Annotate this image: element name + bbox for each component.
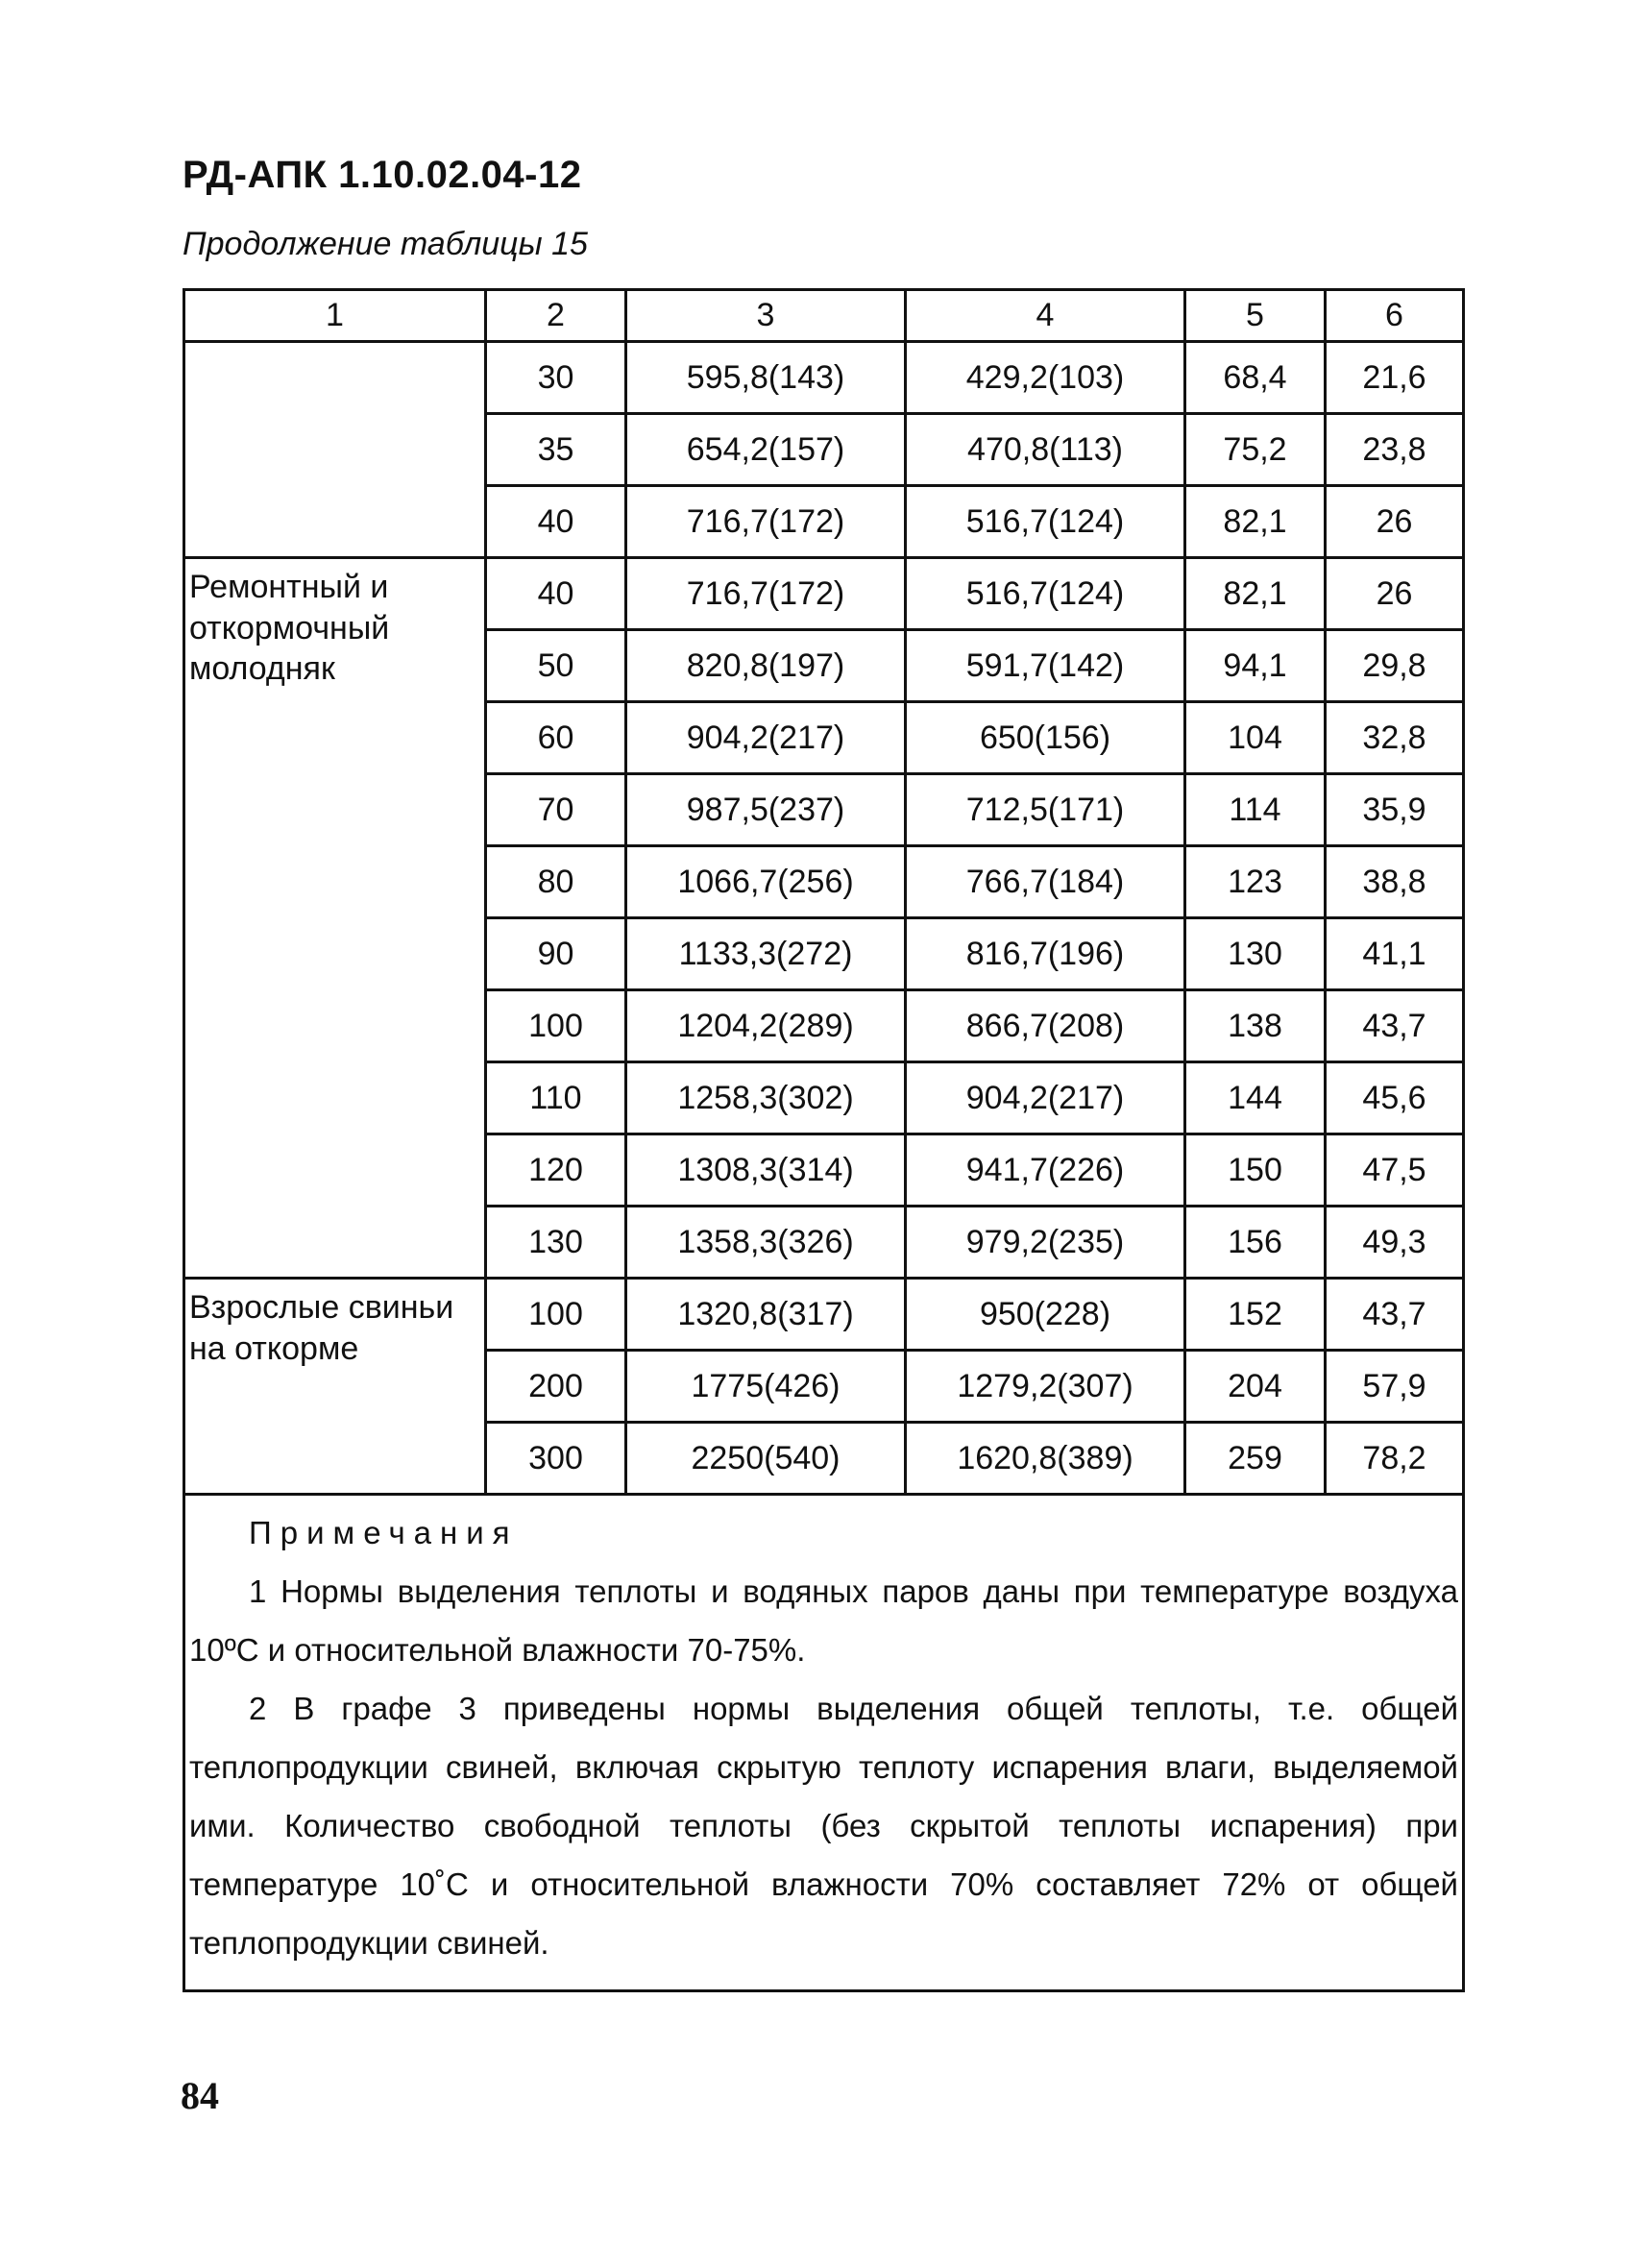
table-cell: 57,9 [1326,1351,1464,1423]
group-label-cell: Взрослые свиньи на откорме [184,1279,486,1495]
column-header: 6 [1326,290,1464,342]
page-number: 84 [181,2074,219,2117]
table-cell: 68,4 [1185,342,1326,414]
group-label-cell: Ремонтный и откормочный молодняк [184,558,486,1279]
table-cell: 104 [1185,702,1326,774]
table-cell: 40 [486,558,626,630]
table-cell: 100 [486,990,626,1062]
note-paragraph: 2 В графе 3 приведены нормы выделения общей теплоты, т.е. общей теплопродукции свиней, включая скрытую теплоту испарения влаги, выделяемой ими. Количество свободной теплоты (без скрытой теплоты испарения) при температуре 10˚С и относительной влажности 70% составляет 72% от общей теплопродукции свиней. [189,1691,1458,1961]
table-cell: 591,7(142) [906,630,1185,702]
table-cell: 40 [486,486,626,558]
table-cell: 70 [486,774,626,846]
notes-title: Примечания [249,1515,519,1550]
table-cell: 866,7(208) [906,990,1185,1062]
table-cell: 29,8 [1326,630,1464,702]
table-cell: 1066,7(256) [626,846,906,918]
table-cell: 130 [486,1207,626,1279]
table-cell: 114 [1185,774,1326,846]
table-row [184,1279,1464,1351]
table-cell: 516,7(124) [906,558,1185,630]
table-cell: 766,7(184) [906,846,1185,918]
table-cell: 979,2(235) [906,1207,1185,1279]
table-cell: 90 [486,918,626,990]
table-cell: 2250(540) [626,1423,906,1495]
table-cell: 152 [1185,1279,1326,1351]
table-cell: 100 [486,1279,626,1351]
table-cell: 82,1 [1185,486,1326,558]
table-cell: 82,1 [1185,558,1326,630]
table-cell: 1133,3(272) [626,918,906,990]
table-cell: 300 [486,1423,626,1495]
table-cell: 904,2(217) [626,702,906,774]
table-cell: 1204,2(289) [626,990,906,1062]
table-body [184,290,1464,1991]
table-cell: 987,5(237) [626,774,906,846]
table-row [184,342,1464,414]
table-cell: 204 [1185,1351,1326,1423]
table-cell: 904,2(217) [906,1062,1185,1134]
table-cell: 120 [486,1134,626,1207]
table-cell: 23,8 [1326,414,1464,486]
table-continuation-caption: Продолжение таблицы 15 [183,226,588,262]
table-cell: 123 [1185,846,1326,918]
note-paragraph: 1 Нормы выделения теплоты и водяных паров даны при температуре воздуха 10ºС и относительной влажности 70-75%. [189,1573,1458,1668]
table-cell: 816,7(196) [906,918,1185,990]
table-cell: 941,7(226) [906,1134,1185,1207]
table-cell: 200 [486,1351,626,1423]
table-cell: 49,3 [1326,1207,1464,1279]
table-cell: 130 [1185,918,1326,990]
table-cell: 60 [486,702,626,774]
heat-emission-table [183,288,1465,1992]
table-cell: 1308,3(314) [626,1134,906,1207]
table-cell: 78,2 [1326,1423,1464,1495]
table-cell: 26 [1326,558,1464,630]
table-cell: 259 [1185,1423,1326,1495]
table-cell: 43,7 [1326,1279,1464,1351]
table-cell: 1775(426) [626,1351,906,1423]
table-header-row [184,290,1464,342]
table-cell: 716,7(172) [626,558,906,630]
table-cell: 950(228) [906,1279,1185,1351]
table-cell: 94,1 [1185,630,1326,702]
table-cell: 150 [1185,1134,1326,1207]
table-cell: 35,9 [1326,774,1464,846]
table-cell: 45,6 [1326,1062,1464,1134]
document-code: РД-АПК 1.10.02.04-12 [183,154,582,196]
column-header: 1 [184,290,486,342]
table-cell: 1358,3(326) [626,1207,906,1279]
table-cell: 80 [486,846,626,918]
column-header: 2 [486,290,626,342]
table-cell: 716,7(172) [626,486,906,558]
table-cell: 30 [486,342,626,414]
table-cell: 75,2 [1185,414,1326,486]
table-cell: 26 [1326,486,1464,558]
table-cell: 1620,8(389) [906,1423,1185,1495]
table-cell: 110 [486,1062,626,1134]
table-cell: 138 [1185,990,1326,1062]
table-cell: 595,8(143) [626,342,906,414]
table-cell: 43,7 [1326,990,1464,1062]
column-header: 5 [1185,290,1326,342]
column-header: 4 [906,290,1185,342]
table-cell: 1320,8(317) [626,1279,906,1351]
table-cell: 1258,3(302) [626,1062,906,1134]
table-cell: 712,5(171) [906,774,1185,846]
notes-cell [184,1495,1464,1991]
table-cell: 650(156) [906,702,1185,774]
table-cell: 156 [1185,1207,1326,1279]
notes-row [184,1495,1464,1991]
table-cell: 1279,2(307) [906,1351,1185,1423]
table-cell: 35 [486,414,626,486]
table-row [184,558,1464,630]
table-cell: 820,8(197) [626,630,906,702]
table-cell: 50 [486,630,626,702]
table-cell: 144 [1185,1062,1326,1134]
table-cell: 47,5 [1326,1134,1464,1207]
column-header: 3 [626,290,906,342]
group-label-cell [184,342,486,558]
table-cell: 21,6 [1326,342,1464,414]
table-cell: 654,2(157) [626,414,906,486]
table-cell: 470,8(113) [906,414,1185,486]
table-cell: 32,8 [1326,702,1464,774]
table-cell: 516,7(124) [906,486,1185,558]
table-cell: 429,2(103) [906,342,1185,414]
table-cell: 41,1 [1326,918,1464,990]
table-cell: 38,8 [1326,846,1464,918]
